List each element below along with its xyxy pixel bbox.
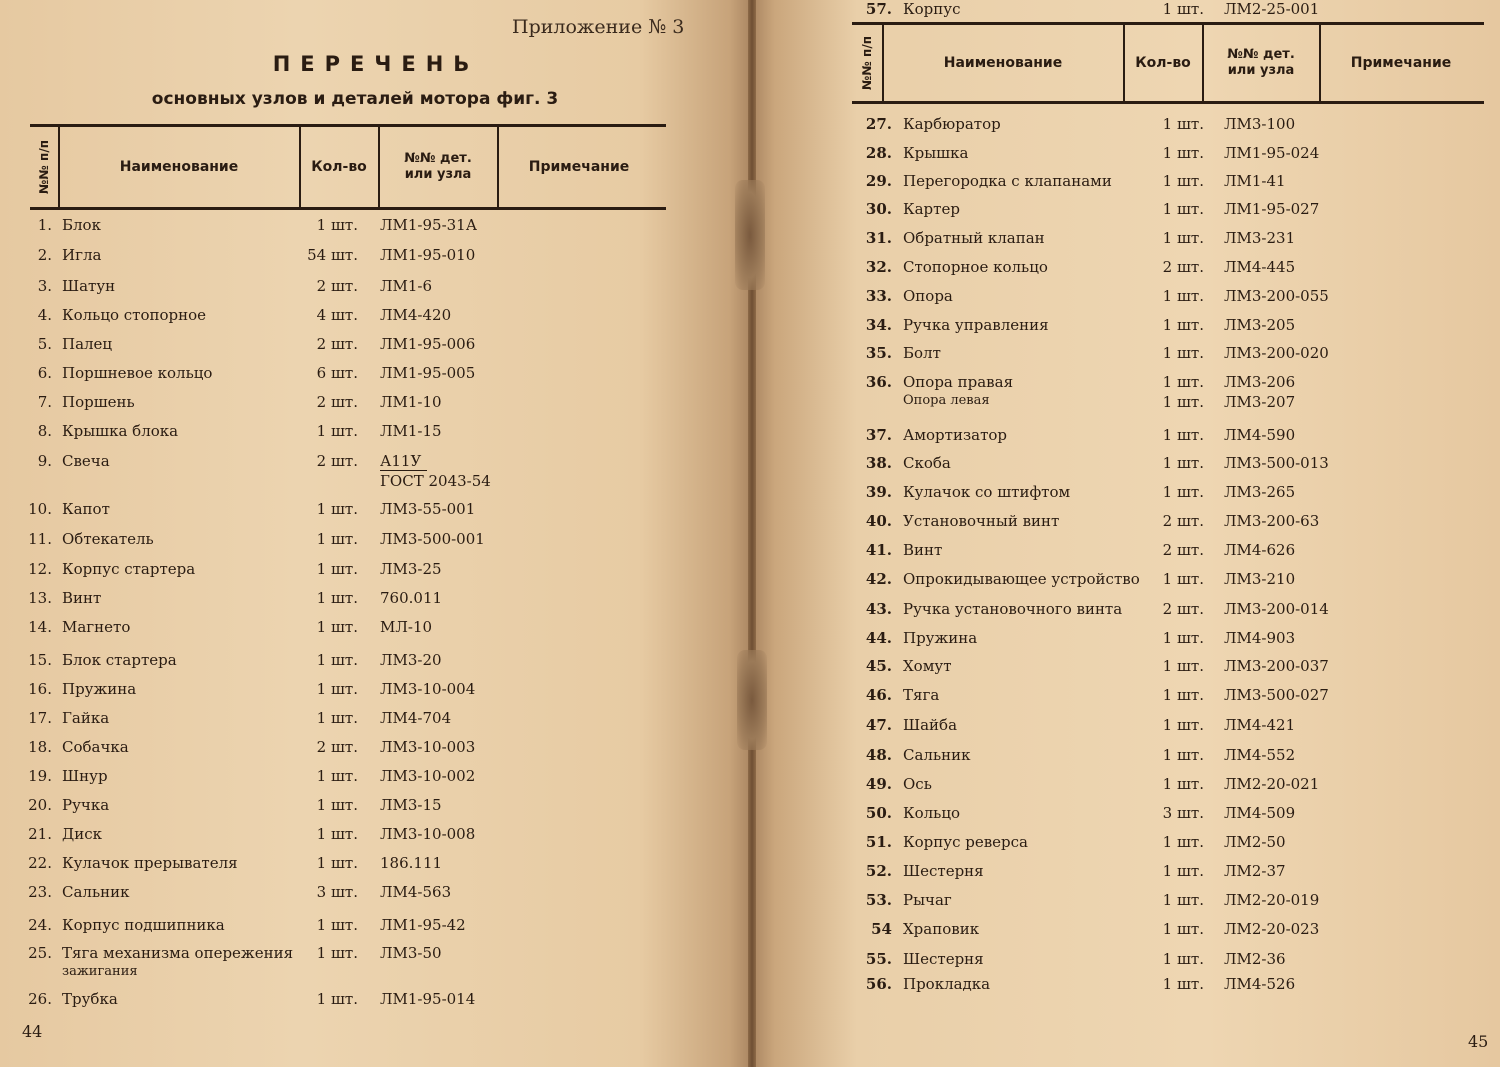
row-detail: ЛМ4-563 [380, 883, 452, 901]
row-quantity: 1 шт. [1162, 172, 1204, 190]
row-number: 18. [28, 738, 52, 756]
row-quantity: 1 шт. [1162, 629, 1204, 647]
row-quantity: 1 шт. [316, 560, 358, 578]
row-detail: ЛМ3-20 [380, 651, 442, 669]
row-name: Сальник [62, 883, 130, 901]
row-name: Ручка [62, 796, 110, 814]
row-name: Гайка [62, 709, 110, 727]
row-detail: 760.011 [380, 589, 443, 607]
row-quantity: 1 шт. [1162, 775, 1204, 793]
row-detail: ЛМ1-95-010 [380, 246, 476, 264]
binding-thread-bottom [737, 650, 767, 750]
row-detail: ЛМ4-420 [380, 306, 452, 324]
row-number: 45. [865, 657, 892, 675]
row-name: Корпус реверса [903, 833, 1028, 851]
row-name-continued: Опора левая [903, 393, 990, 408]
row-number: 33. [865, 287, 892, 305]
row-name: Свеча [62, 452, 110, 470]
row-name: Кольцо стопорное [62, 306, 207, 324]
row-number: 1. [37, 216, 52, 234]
row-detail: ЛМ1-95-014 [380, 990, 476, 1008]
row-detail: ЛМ3-500-013 [1224, 454, 1329, 472]
row-number: 39. [865, 483, 892, 501]
row-quantity: 1 шт. [316, 680, 358, 698]
row-quantity: 2 шт. [316, 738, 358, 756]
row-detail: ЛМ3-10-008 [380, 825, 476, 843]
row-detail-2: ГОСТ 2043-54 [380, 472, 491, 490]
row-number: 27. [865, 115, 892, 133]
row-detail: ЛМ1-95-024 [1224, 144, 1320, 162]
row-name: Шестерня [903, 862, 984, 880]
row-detail: ЛМ3-25 [380, 560, 442, 578]
row-detail: ЛМ1-95-42 [380, 916, 466, 934]
header-name: Наименование [119, 159, 239, 175]
row-quantity: 1 шт. [1162, 0, 1204, 18]
row-name: Крышка блока [62, 422, 179, 440]
table-row [0, 452, 491, 492]
row-name: Палец [62, 335, 113, 353]
row-detail: ЛМ4-590 [1224, 426, 1296, 444]
row-name: Шнур [62, 767, 108, 785]
row-quantity: 1 шт. [316, 916, 358, 934]
row-number: 31. [865, 229, 892, 247]
row-quantity: 54 шт. [307, 246, 358, 264]
row-name: Стопорное кольцо [903, 258, 1048, 276]
row-number: 2. [37, 246, 52, 264]
row-name: Храповик [903, 920, 980, 938]
row-quantity: 2 шт. [1162, 258, 1204, 276]
table-row [856, 975, 1336, 1015]
row-name: Блок стартера [62, 651, 177, 669]
row-name: Карбюратор [903, 115, 1001, 133]
row-number: 26. [28, 990, 52, 1008]
row-quantity: 1 шт. [1162, 716, 1204, 734]
row-detail: ЛМ4-526 [1224, 975, 1296, 993]
row-quantity: 1 шт. [1162, 316, 1204, 334]
row-quantity: 1 шт. [1162, 229, 1204, 247]
row-number: 35. [865, 344, 892, 362]
row-name: Корпус [903, 0, 961, 18]
row-number: 21. [28, 825, 52, 843]
appendix-label: Приложение № 3 [512, 16, 685, 38]
row-number: 16. [28, 680, 52, 698]
row-detail: ЛМ3-200-63 [1224, 512, 1320, 530]
table-row [0, 990, 480, 1030]
row-name: Капот [62, 500, 110, 518]
binding-thread-top [735, 180, 765, 290]
row-quantity: 2 шт. [316, 335, 358, 353]
row-name: Пружина [62, 680, 137, 698]
row-quantity: 1 шт. [316, 618, 358, 636]
row-detail: ЛМ3-200-014 [1224, 600, 1329, 618]
row-quantity: 1 шт. [316, 944, 358, 962]
row-quantity: 2 шт. [316, 277, 358, 295]
row-number: 47. [865, 716, 892, 734]
row-detail: ЛМ2-36 [1224, 950, 1286, 968]
row-number: 30. [865, 200, 892, 218]
row-number: 25. [28, 944, 52, 962]
row-detail: ЛМ3-500-027 [1224, 686, 1329, 704]
row-quantity: 6 шт. [316, 364, 358, 382]
page-subtitle: основных узлов и деталей мотора фиг. 3 [151, 89, 559, 109]
row-name: Болт [903, 344, 941, 362]
row-quantity: 1 шт. [1162, 483, 1204, 501]
row-detail: ЛМ3-10-003 [380, 738, 476, 756]
row-name: Кулачок со штифтом [903, 483, 1071, 501]
row-quantity: 1 шт. [1162, 454, 1204, 472]
row-number: 37. [865, 426, 892, 444]
row-number: 23. [28, 883, 52, 901]
row-number: 6. [37, 364, 52, 382]
row-detail: ЛМ3-100 [1224, 115, 1296, 133]
row-number: 34. [865, 316, 892, 334]
row-name: Корпус подшипника [62, 916, 225, 934]
row-detail: ЛМ3-500-001 [380, 530, 485, 548]
row-quantity: 1 шт. [1162, 686, 1204, 704]
row-name: Шайба [903, 716, 958, 734]
row-name: Опора правая [903, 373, 1014, 391]
row-detail: ЛМ4-552 [1224, 746, 1296, 764]
row-name: Винт [62, 589, 102, 607]
row-quantity: 1 шт. [1162, 920, 1204, 938]
row-name: Сальник [903, 746, 971, 764]
row-number: 49. [865, 775, 892, 793]
row-number: 29. [865, 172, 892, 190]
header-detail: №№ дет. или узла [404, 151, 472, 182]
row-name: Игла [62, 246, 102, 264]
row-number: 52. [865, 862, 892, 880]
row-number: 3. [37, 277, 52, 295]
table-row [856, 373, 1336, 413]
row-detail: МЛ-10 [380, 618, 433, 636]
row-name: Тяга механизма опережения [62, 944, 294, 962]
row-number: 55. [865, 950, 892, 968]
row-quantity: 1 шт. [316, 796, 358, 814]
row-number: 10. [28, 500, 52, 518]
row-quantity: 1 шт. [316, 216, 358, 234]
row-name: Магнето [62, 618, 131, 636]
row-number: 36. [865, 373, 892, 391]
row-number: 4. [37, 306, 52, 324]
page-number-right: 45 [1468, 1032, 1489, 1051]
row-quantity: 1 шт. [1162, 833, 1204, 851]
row-name: Собачка [62, 738, 129, 756]
row-number: 46. [865, 686, 892, 704]
row-detail: ЛМ4-445 [1224, 258, 1296, 276]
row-detail: ЛМ1-10 [380, 393, 442, 411]
row-name: Диск [62, 825, 102, 843]
row-number: 14. [28, 618, 52, 636]
row-detail: ЛМ3-15 [380, 796, 442, 814]
row-quantity: 1 шт. [1162, 570, 1204, 588]
row-detail: ЛМ2-50 [1224, 833, 1286, 851]
row-detail: 186.111 [380, 854, 443, 872]
row-detail: ЛМ1-41 [1224, 172, 1286, 190]
row-name: Обратный клапан [903, 229, 1045, 247]
row-name: Ось [903, 775, 932, 793]
row-name: Рычаг [903, 891, 952, 909]
row-number: 40. [865, 512, 892, 530]
header-detail: №№ дет. или узла [1227, 47, 1295, 78]
row-number: 12. [28, 560, 52, 578]
right-page [752, 0, 1500, 1067]
row-detail: ЛМ3-200-055 [1224, 287, 1329, 305]
row-number: 17. [28, 709, 52, 727]
row-number: 11. [28, 530, 52, 548]
row-number: 53. [865, 891, 892, 909]
book-gutter [748, 0, 756, 1067]
row-quantity-2: 1 шт. [1162, 393, 1204, 411]
row-number: 50. [865, 804, 892, 822]
row-number: 44. [865, 629, 892, 647]
row-detail: ЛМ3-205 [1224, 316, 1296, 334]
row-quantity: 1 шт. [1162, 144, 1204, 162]
row-name: Блок [62, 216, 101, 234]
row-number: 22. [28, 854, 52, 872]
row-detail: ЛМ3-206 [1224, 373, 1296, 391]
row-detail: ЛМ1-6 [380, 277, 433, 295]
row-name: Перегородка с клапанами [903, 172, 1112, 190]
row-name: Картер [903, 200, 960, 218]
row-name: Корпус стартера [62, 560, 196, 578]
header-note: Примечание [528, 159, 630, 175]
row-detail: ЛМ1-95-027 [1224, 200, 1320, 218]
row-name: Тяга [903, 686, 940, 704]
row-number: 43. [865, 600, 892, 618]
row-quantity: 1 шт. [1162, 746, 1204, 764]
row-quantity: 1 шт. [1162, 287, 1204, 305]
row-quantity: 1 шт. [316, 500, 358, 518]
row-quantity: 1 шт. [316, 709, 358, 727]
page-number-left: 44 [22, 1022, 43, 1041]
row-name: Хомут [903, 657, 952, 675]
row-quantity: 1 шт. [316, 422, 358, 440]
row-quantity: 1 шт. [1162, 950, 1204, 968]
row-detail: ЛМ1-95-005 [380, 364, 476, 382]
header-qty: Кол-во [1135, 55, 1191, 71]
row-number: 48. [865, 746, 892, 764]
row-quantity: 2 шт. [316, 452, 358, 470]
row-name: Опрокидывающее устройство [903, 570, 1140, 588]
row-name: Ручка управления [903, 316, 1049, 334]
row-number: 20. [28, 796, 52, 814]
row-detail: ЛМ4-704 [380, 709, 452, 727]
row-name: Скоба [903, 454, 951, 472]
row-detail: А11У [380, 452, 427, 471]
header-name: Наименование [943, 55, 1063, 71]
row-number: 54 [871, 920, 892, 938]
row-detail: ЛМ3-200-037 [1224, 657, 1329, 675]
row-quantity: 1 шт. [316, 825, 358, 843]
row-name: Шестерня [903, 950, 984, 968]
row-detail: ЛМ1-15 [380, 422, 442, 440]
row-number: 57. [865, 0, 892, 18]
row-name: Прокладка [903, 975, 991, 993]
row-quantity: 2 шт. [1162, 541, 1204, 559]
row-name: Установочный винт [903, 512, 1060, 530]
row-detail: ЛМ2-25-001 [1224, 0, 1320, 18]
row-quantity: 4 шт. [316, 306, 358, 324]
row-name-continued: зажигания [62, 964, 138, 979]
row-number: 51. [865, 833, 892, 851]
row-number: 32. [865, 258, 892, 276]
row-quantity: 1 шт. [1162, 426, 1204, 444]
row-detail: ЛМ4-626 [1224, 541, 1296, 559]
row-quantity: 1 шт. [1162, 657, 1204, 675]
row-name: Пружина [903, 629, 978, 647]
row-detail: ЛМ3-50 [380, 944, 442, 962]
row-name: Опора [903, 287, 953, 305]
row-name: Трубка [62, 990, 118, 1008]
row-quantity: 1 шт. [1162, 891, 1204, 909]
row-detail: ЛМ3-210 [1224, 570, 1296, 588]
row-number: 19. [28, 767, 52, 785]
row-number: 28. [865, 144, 892, 162]
table-header [30, 124, 666, 210]
row-number: 9. [37, 452, 52, 470]
row-name: Шатун [62, 277, 116, 295]
row-quantity: 3 шт. [316, 883, 358, 901]
row-number: 38. [865, 454, 892, 472]
row-quantity: 1 шт. [1162, 200, 1204, 218]
row-quantity: 3 шт. [1162, 804, 1204, 822]
row-quantity: 1 шт. [316, 589, 358, 607]
row-quantity: 1 шт. [1162, 344, 1204, 362]
row-detail: ЛМ4-509 [1224, 804, 1296, 822]
row-number: 24. [28, 916, 52, 934]
header-note: Примечание [1350, 55, 1452, 71]
row-detail: ЛМ1-95-006 [380, 335, 476, 353]
row-number: 56. [865, 975, 892, 993]
row-detail-2: ЛМ3-207 [1224, 393, 1296, 411]
row-detail: ЛМ3-55-001 [380, 500, 476, 518]
row-quantity: 2 шт. [316, 393, 358, 411]
row-quantity: 1 шт. [316, 530, 358, 548]
row-detail: ЛМ1-95-31А [380, 216, 478, 234]
row-name: Обтекатель [62, 530, 154, 548]
header-num: №№ п/п [37, 139, 51, 195]
row-detail: ЛМ2-37 [1224, 862, 1286, 880]
row-quantity: 1 шт. [316, 651, 358, 669]
row-number: 41. [865, 541, 892, 559]
row-number: 7. [37, 393, 52, 411]
header-qty: Кол-во [311, 159, 367, 175]
page-title: ПЕРЕЧЕНЬ [272, 52, 480, 76]
row-number: 15. [28, 651, 52, 669]
row-quantity: 2 шт. [1162, 600, 1204, 618]
header-num: №№ п/п [860, 35, 874, 91]
row-name: Винт [903, 541, 943, 559]
row-quantity: 1 шт. [1162, 373, 1204, 391]
row-name: Ручка установочного винта [903, 600, 1123, 618]
row-number: 8. [37, 422, 52, 440]
row-name: Поршень [62, 393, 135, 411]
row-detail: ЛМ4-421 [1224, 716, 1296, 734]
row-detail: ЛМ2-20-023 [1224, 920, 1320, 938]
row-detail: ЛМ3-200-020 [1224, 344, 1329, 362]
row-name: Кольцо [903, 804, 961, 822]
row-quantity: 1 шт. [316, 767, 358, 785]
row-detail: ЛМ3-265 [1224, 483, 1296, 501]
row-quantity: 1 шт. [1162, 862, 1204, 880]
row-number: 5. [37, 335, 52, 353]
row-detail: ЛМ3-10-004 [380, 680, 476, 698]
row-name: Кулачок прерывателя [62, 854, 238, 872]
row-name: Поршневое кольцо [62, 364, 213, 382]
row-detail: ЛМ2-20-021 [1224, 775, 1320, 793]
row-detail: ЛМ3-231 [1224, 229, 1296, 247]
row-name: Амортизатор [903, 426, 1008, 444]
row-detail: ЛМ4-903 [1224, 629, 1296, 647]
row-number: 42. [865, 570, 892, 588]
row-quantity: 1 шт. [316, 854, 358, 872]
row-number: 13. [28, 589, 52, 607]
row-name: Крышка [903, 144, 969, 162]
row-detail: ЛМ3-10-002 [380, 767, 476, 785]
row-quantity: 1 шт. [316, 990, 358, 1008]
row-quantity: 2 шт. [1162, 512, 1204, 530]
row-quantity: 1 шт. [1162, 975, 1204, 993]
table-row [0, 944, 480, 984]
row-detail: ЛМ2-20-019 [1224, 891, 1320, 909]
row-quantity: 1 шт. [1162, 115, 1204, 133]
table-row [856, 0, 1336, 40]
